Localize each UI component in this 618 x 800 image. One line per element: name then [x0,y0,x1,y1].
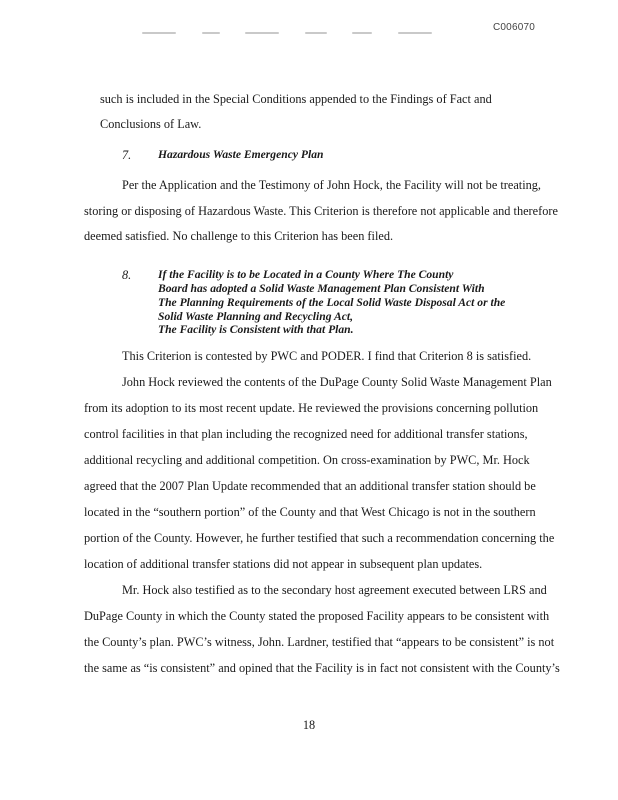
section-number: 8. [122,268,132,282]
body-line: the same as “is consistent” and opined that the Facility is in fact not consistent with the County’s [84,661,560,675]
body-line: Per the Application and the Testimony of John Hock, the Facility will not be treating, [122,178,541,192]
faint-mark [398,32,432,34]
body-line: such is included in the Special Conditions appended to the Findings of Fact and [100,92,492,106]
body-line: storing or disposing of Hazardous Waste. This Criterion is therefore not applicable and therefore [84,204,558,218]
body-line: additional recycling and additional competition. On cross-examination by PWC, Mr. Hock [84,453,530,467]
faint-mark [305,32,327,34]
body-line: DuPage County in which the County stated the proposed Facility appears to be consistent with [84,609,550,623]
body-line: from its adoption to its most recent update. He reviewed the provisions concerning pollution [84,401,539,415]
body-line: John Hock reviewed the contents of the DuPage County Solid Waste Management Plan [122,375,552,389]
header-faint-marks [142,30,432,36]
section-heading: Hazardous Waste Emergency Plan [158,148,324,161]
body-line: location of additional transfer stations did not appear in subsequent plan updates. [84,557,483,571]
body-line: control facilities in that plan including the recognized need for additional transfer stations, [84,427,528,441]
body-line: This Criterion is contested by PWC and PODER. I find that Criterion 8 is satisfied. [122,349,532,363]
body-line: deemed satisfied. No challenge to this Criterion has been filed. [84,229,394,243]
section-heading-line: The Facility is Consistent with that Plan. [158,323,354,336]
body-line: Conclusions of Law. [100,117,202,131]
faint-mark [142,32,176,34]
section-heading-line: Solid Waste Planning and Recycling Act, [158,310,353,323]
section-heading-line: If the Facility is to be Located in a County Where The County [158,268,454,281]
page-number: 18 [302,718,316,732]
faint-mark [352,32,372,34]
body-line: the County’s plan. PWC’s witness, John. Lardner, testified that “appears to be consistent” is not [84,635,555,649]
body-line: Mr. Hock also testified as to the secondary host agreement executed between LRS and [122,583,547,597]
section-number: 7. [122,148,132,162]
faint-mark [245,32,279,34]
bates-number: C006070 [493,22,535,33]
faint-mark [202,32,220,34]
body-line: located in the “southern portion” of the County and that West Chicago is not in the southern [84,505,536,519]
section-heading-line: The Planning Requirements of the Local Solid Waste Disposal Act or the [158,296,506,309]
body-line: agreed that the 2007 Plan Update recommended that an additional transfer station should be [84,479,536,493]
body-line: portion of the County. However, he further testified that such a recommendation concerning the [84,531,555,545]
section-heading-line: Board has adopted a Solid Waste Management Plan Consistent With [158,282,485,295]
